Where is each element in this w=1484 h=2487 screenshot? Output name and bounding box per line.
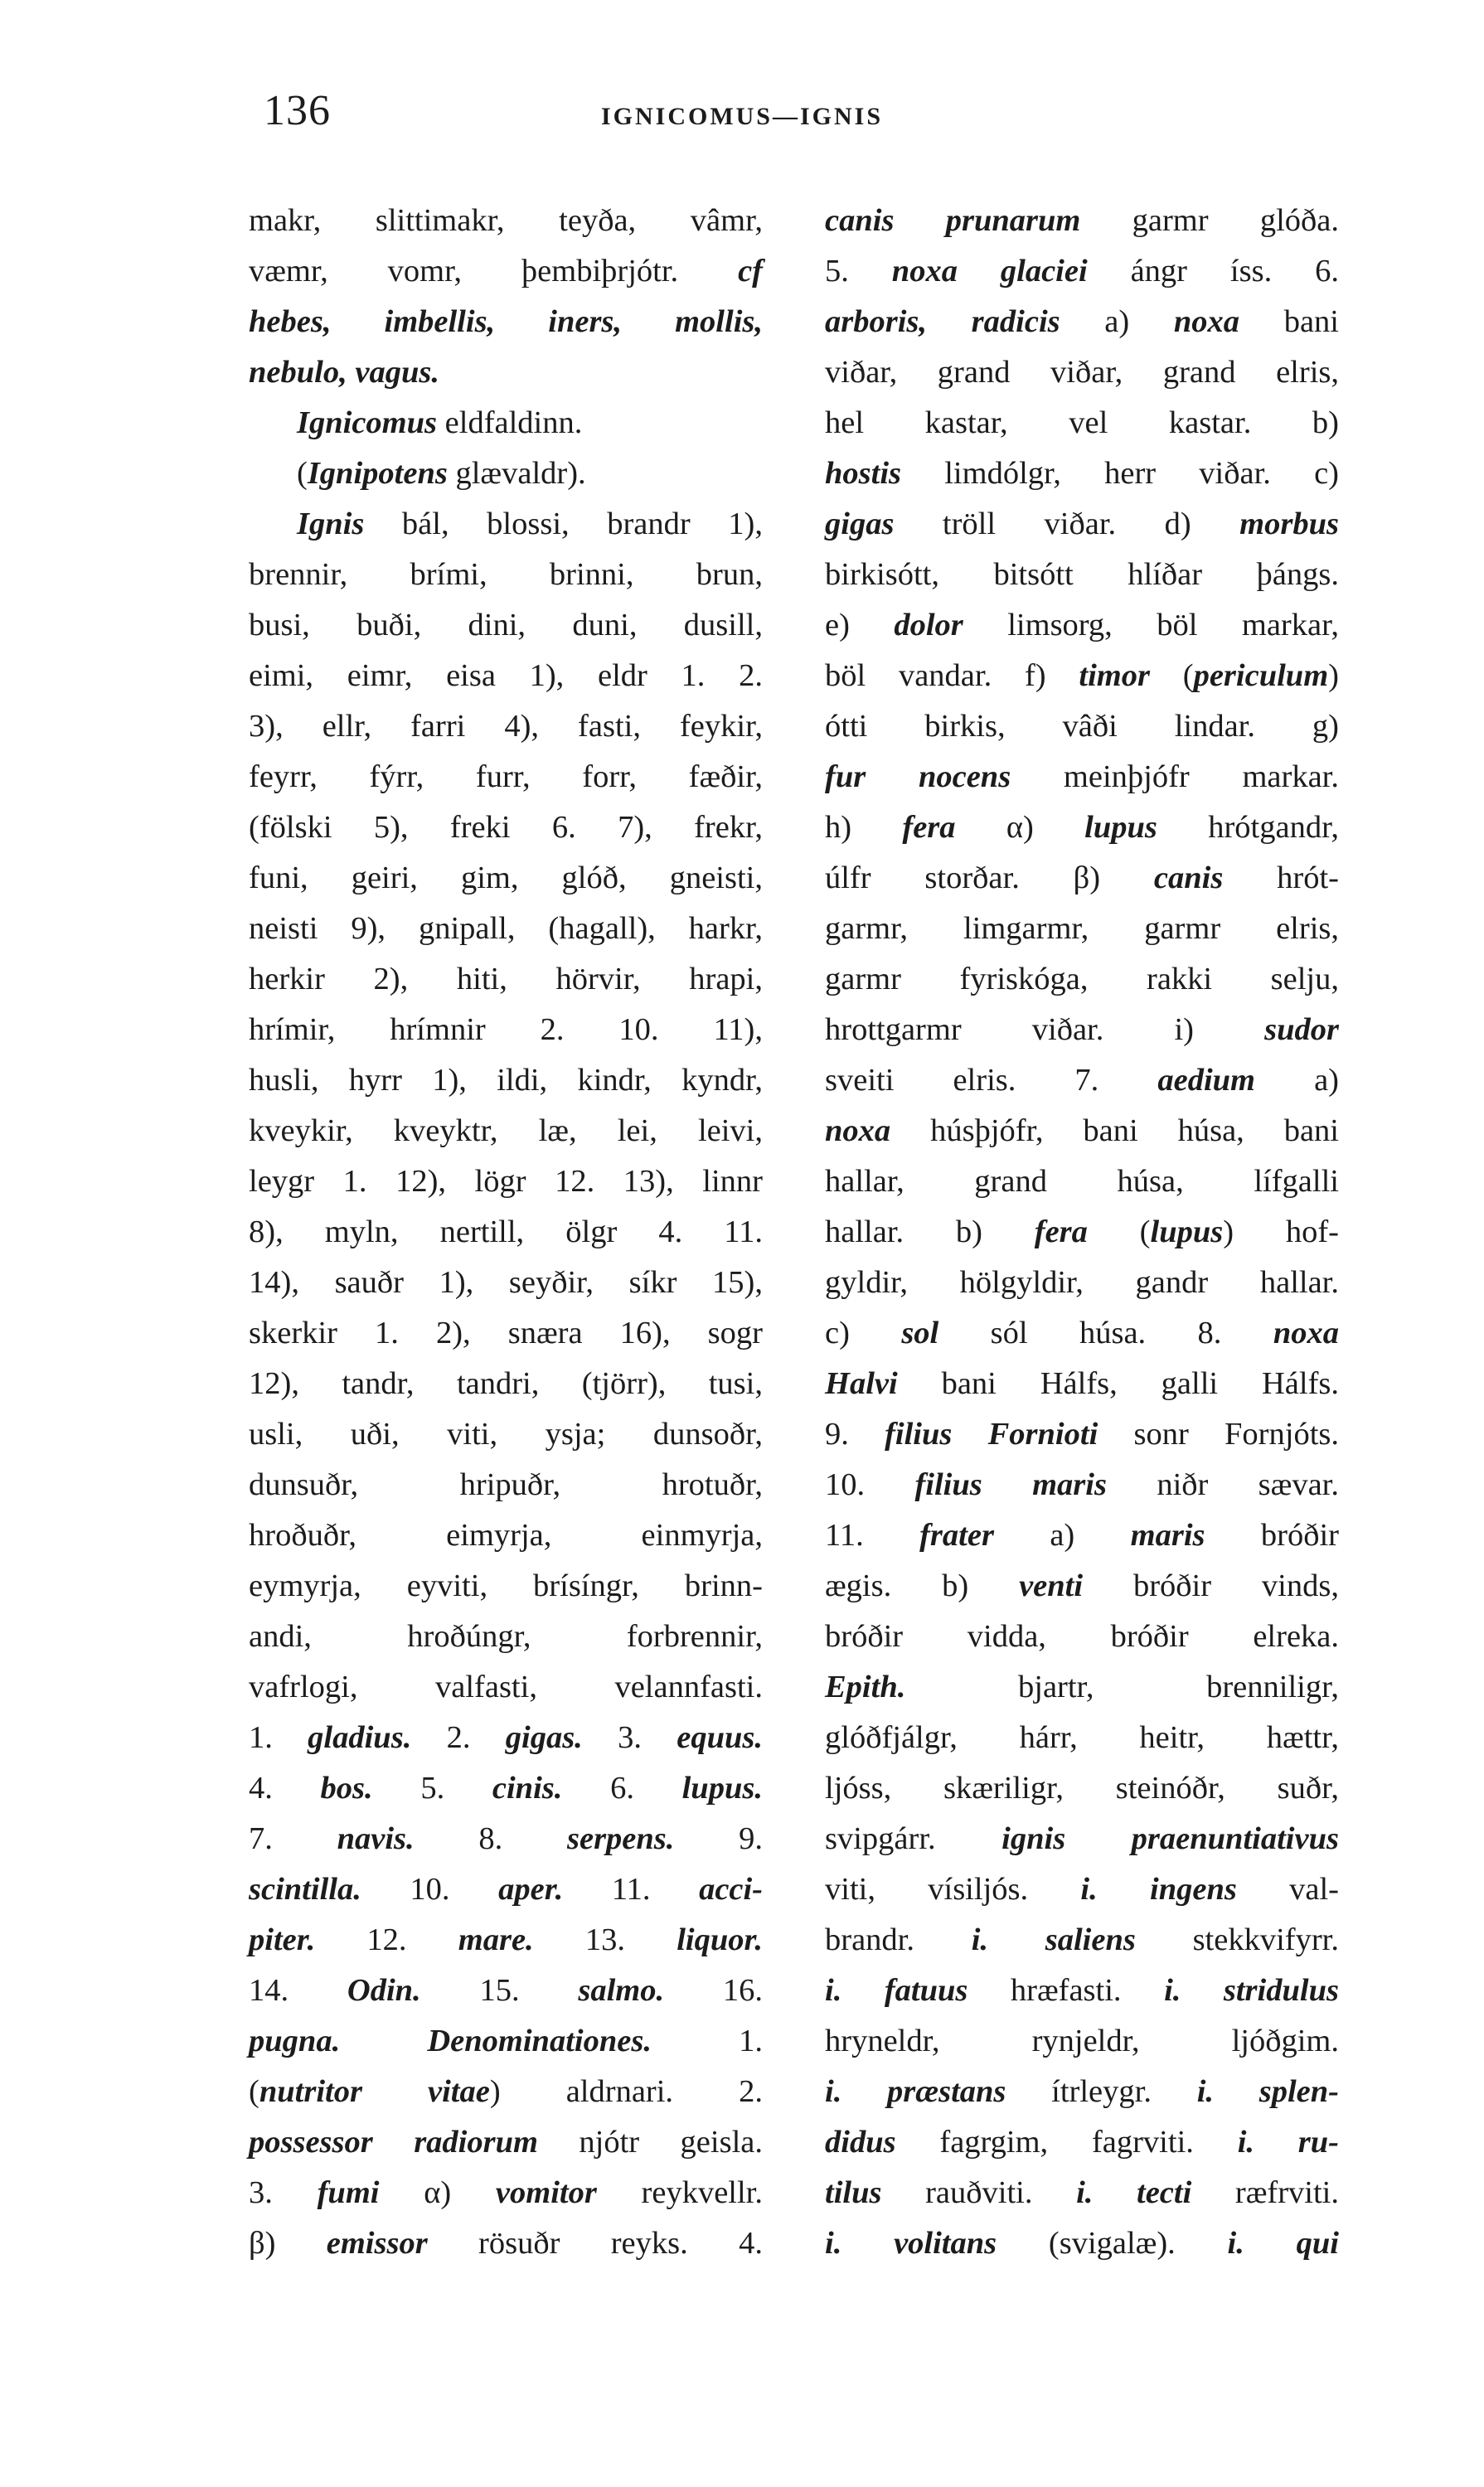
- text-line: ótti birkis, vâði lindar. g): [825, 709, 1339, 744]
- text-line: garmr fyriskóga, rakki selju,: [825, 962, 1339, 996]
- text-line: viti, vísiljós. i. ingens val-: [825, 1872, 1339, 1907]
- text-line: canis prunarum garmr glóða.: [825, 203, 1339, 238]
- text-line: husli, hyrr 1), ildi, kindr, kyndr,: [249, 1063, 763, 1098]
- text-line: feyrr, fýrr, furr, forr, fæðir,: [249, 759, 763, 794]
- text-line: i. præstans ítrleygr. i. splen-: [825, 2074, 1340, 2109]
- text-line: ljóss, skæriligr, steinóðr, suðr,: [825, 1771, 1339, 1806]
- text-line: bróðir vidda, bróðir elreka.: [825, 1619, 1339, 1654]
- text-line: herkir 2), hiti, hörvir, hrapi,: [249, 962, 763, 996]
- text-line: viðar, grand viðar, grand elris,: [825, 355, 1339, 390]
- text-line: pugna. Denominationes. 1.: [249, 2024, 763, 2058]
- text-line: 10. filius maris niðr sævar.: [825, 1467, 1340, 1502]
- text-line: 11. frater a) maris bróðir: [825, 1518, 1340, 1553]
- text-line: hel kastar, vel kastar. b): [825, 405, 1339, 440]
- text-line: 4. bos. 5. cinis. 6. lupus.: [249, 1771, 763, 1806]
- text-line: funi, geiri, gim, glóð, gneisti,: [249, 861, 763, 895]
- text-line: hryneldr, rynjeldr, ljóðgim.: [825, 2024, 1339, 2058]
- text-line: h) fera α) lupus hrótgandr,: [825, 810, 1339, 845]
- page-number: 136: [264, 87, 331, 134]
- text-line: (nutritor vitae) aldrnari. 2.: [249, 2074, 763, 2109]
- text-line: scintilla. 10. aper. 11. acci-: [249, 1872, 764, 1907]
- text-line: 14. Odin. 15. salmo. 16.: [249, 1973, 763, 2008]
- text-line: didus fagrgim, fagrviti. i. ru-: [825, 2125, 1340, 2160]
- text-line: 9. filius Fornioti sonr Fornjóts.: [825, 1417, 1339, 1452]
- text-line: andi, hroðúngr, forbrennir,: [249, 1619, 763, 1654]
- text-line: eimi, eimr, eisa 1), eldr 1. 2.: [249, 658, 763, 693]
- text-line: 7. navis. 8. serpens. 9.: [249, 1821, 764, 1856]
- text-line: ægis. b) venti bróðir vinds,: [825, 1568, 1339, 1603]
- text-line: úlfr storðar. β) canis hrót-: [825, 861, 1339, 895]
- text-line: hallar. b) fera (lupus) hof-: [825, 1214, 1339, 1249]
- left-column: [249, 196, 763, 2269]
- text-line: glóðfjálgr, hárr, heitr, hættr,: [825, 1720, 1339, 1755]
- text-line: 1. gladius. 2. gigas. 3. equus.: [249, 1720, 764, 1755]
- text-line: fur nocens meinþjófr markar.: [825, 759, 1339, 794]
- text-line: Halvi bani Hálfs, galli Hálfs.: [825, 1366, 1339, 1401]
- text-line: (Ignipotens glævaldr).: [297, 456, 586, 491]
- text-line: tilus rauðviti. i. tecti ræfrviti.: [825, 2175, 1339, 2210]
- text-line: possessor radiorum njótr geisla.: [249, 2125, 763, 2160]
- text-line: 5. noxa glaciei ángr íss. 6.: [825, 254, 1339, 288]
- text-line: leygr 1. 12), lögr 12. 13), linnr: [249, 1164, 763, 1199]
- text-line: Ignis bál, blossi, brandr 1),: [297, 507, 763, 541]
- text-line: hrottgarmr viðar. i) sudor: [825, 1012, 1339, 1047]
- text-line: hrímir, hrímnir 2. 10. 11),: [249, 1012, 763, 1047]
- text-line: kveykir, kveyktr, læ, lei, leivi,: [249, 1113, 763, 1148]
- text-line: (fölski 5), freki 6. 7), frekr,: [249, 810, 763, 845]
- text-line: i. fatuus hræfasti. i. stridulus: [825, 1973, 1339, 2008]
- text-line: garmr, limgarmr, garmr elris,: [825, 911, 1339, 946]
- text-line: hallar, grand húsa, lífgalli: [825, 1164, 1339, 1199]
- text-line: busi, buði, dini, duni, dusill,: [249, 608, 763, 642]
- text-line: svipgárr. ignis praenuntiativus: [825, 1821, 1339, 1856]
- running-head: IGNICOMUS—IGNIS: [600, 103, 884, 130]
- text-line: piter. 12. mare. 13. liquor.: [249, 1922, 764, 1957]
- text-line: makr, slittimakr, teyða, vâmr,: [249, 203, 763, 238]
- text-line: brandr. i. saliens stekkvifyrr.: [825, 1922, 1339, 1957]
- text-line: gyldir, hölgyldir, gandr hallar.: [825, 1265, 1339, 1300]
- right-column: [825, 196, 1339, 2269]
- text-line: β) emissor rösuðr reyks. 4.: [249, 2226, 763, 2261]
- text-line: 3. fumi α) vomitor reykvellr.: [249, 2175, 764, 2210]
- text-line: 3), ellr, farri 4), fasti, feykir,: [249, 709, 763, 744]
- text-line: e) dolor limsorg, böl markar,: [825, 608, 1339, 642]
- text-line: neisti 9), gnipall, (hagall), harkr,: [249, 911, 763, 946]
- text-line: usli, uði, viti, ysja; dunsoðr,: [249, 1417, 763, 1452]
- text-line: 8), myln, nertill, ölgr 4. 11.: [249, 1214, 763, 1249]
- text-line: vafrlogi, valfasti, velannfasti.: [249, 1670, 763, 1704]
- text-line: sveiti elris. 7. aedium a): [825, 1063, 1339, 1098]
- text-line: 14), sauðr 1), seyðir, síkr 15),: [249, 1265, 763, 1300]
- text-line: skerkir 1. 2), snæra 16), sogr: [249, 1316, 763, 1350]
- text-line: hostis limdólgr, herr viðar. c): [825, 456, 1339, 491]
- text-line: 12), tandr, tandri, (tjörr), tusi,: [249, 1366, 763, 1401]
- text-line: birkisótt, bitsótt hlíðar þángs.: [825, 557, 1339, 592]
- text-line: c) sol sól húsa. 8. noxa: [825, 1316, 1339, 1350]
- text-line: Ignicomus eldfaldinn.: [297, 405, 583, 440]
- text-line: böl vandar. f) timor (periculum): [825, 658, 1339, 693]
- text-line: nebulo, vagus.: [249, 355, 439, 390]
- text-line: noxa húsþjófr, bani húsa, bani: [825, 1113, 1339, 1148]
- text-line: hroðuðr, eimyrja, einmyrja,: [249, 1518, 763, 1553]
- text-line: brennir, brími, brinni, brun,: [249, 557, 763, 592]
- text-line: gigas tröll viðar. d) morbus: [825, 507, 1339, 541]
- text-line: væmr, vomr, þembiþrjótr. cf: [249, 254, 763, 288]
- text-line: eymyrja, eyviti, brísíngr, brinn-: [249, 1568, 763, 1603]
- text-line: dunsuðr, hripuðr, hrotuðr,: [249, 1467, 763, 1502]
- text-line: hebes, imbellis, iners, mollis,: [249, 304, 763, 339]
- text-line: Epith. bjartr, brenniligr,: [825, 1670, 1339, 1704]
- text-line: arboris, radicis a) noxa bani: [825, 304, 1339, 339]
- text-line: i. volitans (svigalæ). i. qui: [825, 2226, 1339, 2261]
